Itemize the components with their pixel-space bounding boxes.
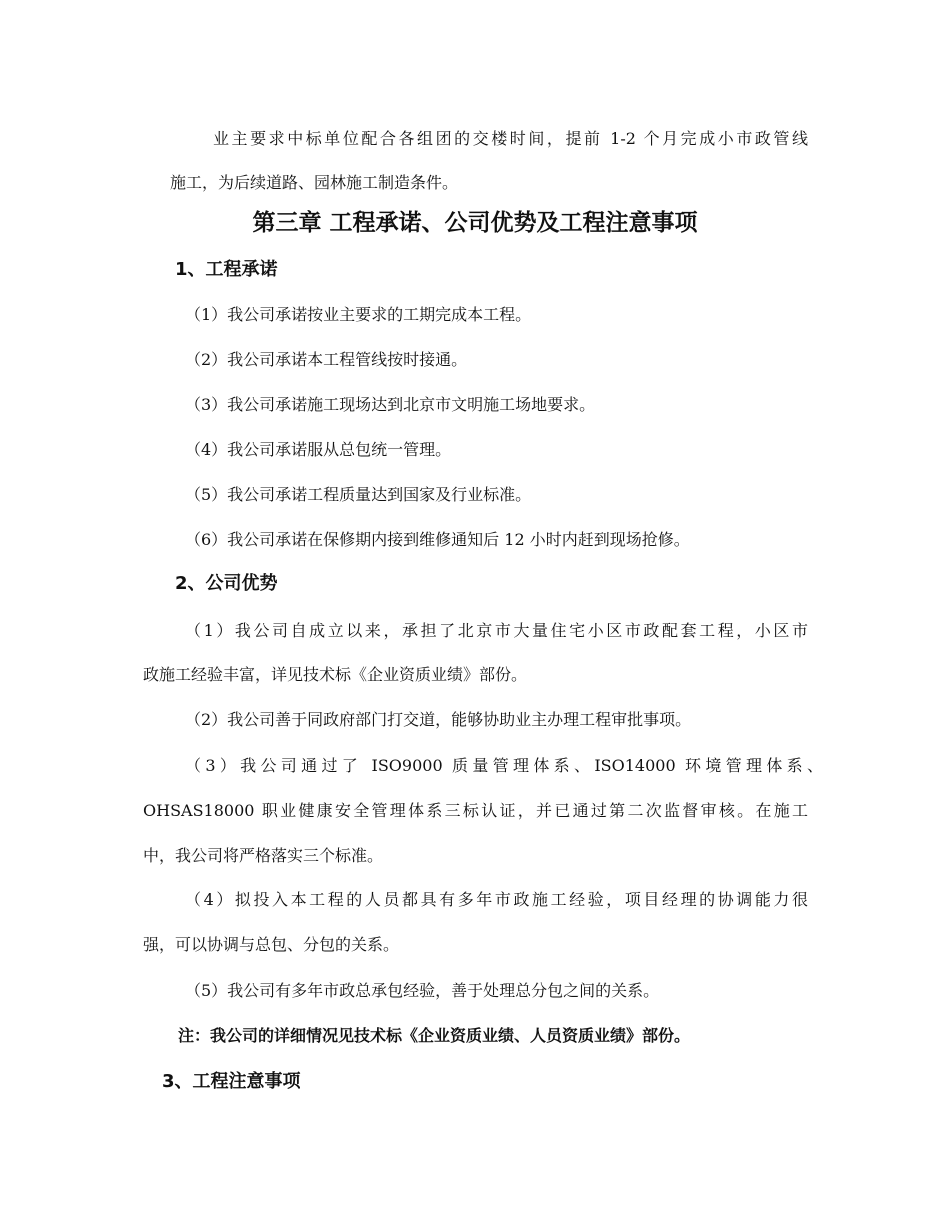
commitment-item: （3）我公司承诺施工现场达到北京市文明施工场地要求。 <box>185 395 596 414</box>
advantage-5: （5）我公司有多年市政总承包经验，善于处理总分包之间的关系。 <box>185 981 660 1000</box>
intro-line-2: 施工，为后续道路、园林施工制造条件。 <box>170 173 459 192</box>
commitment-item: （6）我公司承诺在保修期内接到维修通知后 12 小时内赶到现场抢修。 <box>185 530 690 549</box>
advantage-2: （2）我公司善于同政府部门打交道，能够协助业主办理工程审批事项。 <box>185 710 692 729</box>
section-heading-commitments: 1、工程承诺 <box>175 259 278 280</box>
advantage-1-line-1: （1）我公司自成立以来，承担了北京市大量住宅小区市政配套工程，小区市 <box>185 621 808 640</box>
intro-line-1: 业主要求中标单位配合各组团的交楼时间，提前 1-2 个月完成小市政管线 <box>213 129 808 148</box>
advantage-1-line-2: 政施工经验丰富，详见技术标《企业资质业绩》部份。 <box>143 665 528 684</box>
advantage-3-line-3: 中，我公司将严格落实三个标准。 <box>143 846 384 865</box>
advantage-4-line-2: 强，可以协调与总包、分包的关系。 <box>143 935 400 954</box>
advantage-3-line-1: （3）我公司通过了 ISO9000 质量管理体系、ISO14000 环境管理体系、 <box>185 756 823 775</box>
chapter-title: 第三章 工程承诺、公司优势及工程注意事项 <box>252 210 698 236</box>
commitment-item: （4）我公司承诺服从总包统一管理。 <box>185 440 452 459</box>
commitment-item: （5）我公司承诺工程质量达到国家及行业标准。 <box>185 485 532 504</box>
commitment-item: （1）我公司承诺按业主要求的工期完成本工程。 <box>185 305 532 324</box>
advantages-note: 注：我公司的详细情况见技术标《企业资质业绩、人员资质业绩》部份。 <box>178 1026 691 1045</box>
section-heading-advantages: 2、公司优势 <box>175 573 278 594</box>
advantage-3-line-2: OHSAS18000 职业健康安全管理体系三标认证，并已通过第二次监督审核。在施工 <box>143 801 808 820</box>
commitment-item: （2）我公司承诺本工程管线按时接通。 <box>185 350 468 369</box>
advantage-4-line-1: （4）拟投入本工程的人员都具有多年市政施工经验，项目经理的协调能力很 <box>185 890 808 909</box>
section-heading-precautions: 3、工程注意事项 <box>162 1071 301 1092</box>
